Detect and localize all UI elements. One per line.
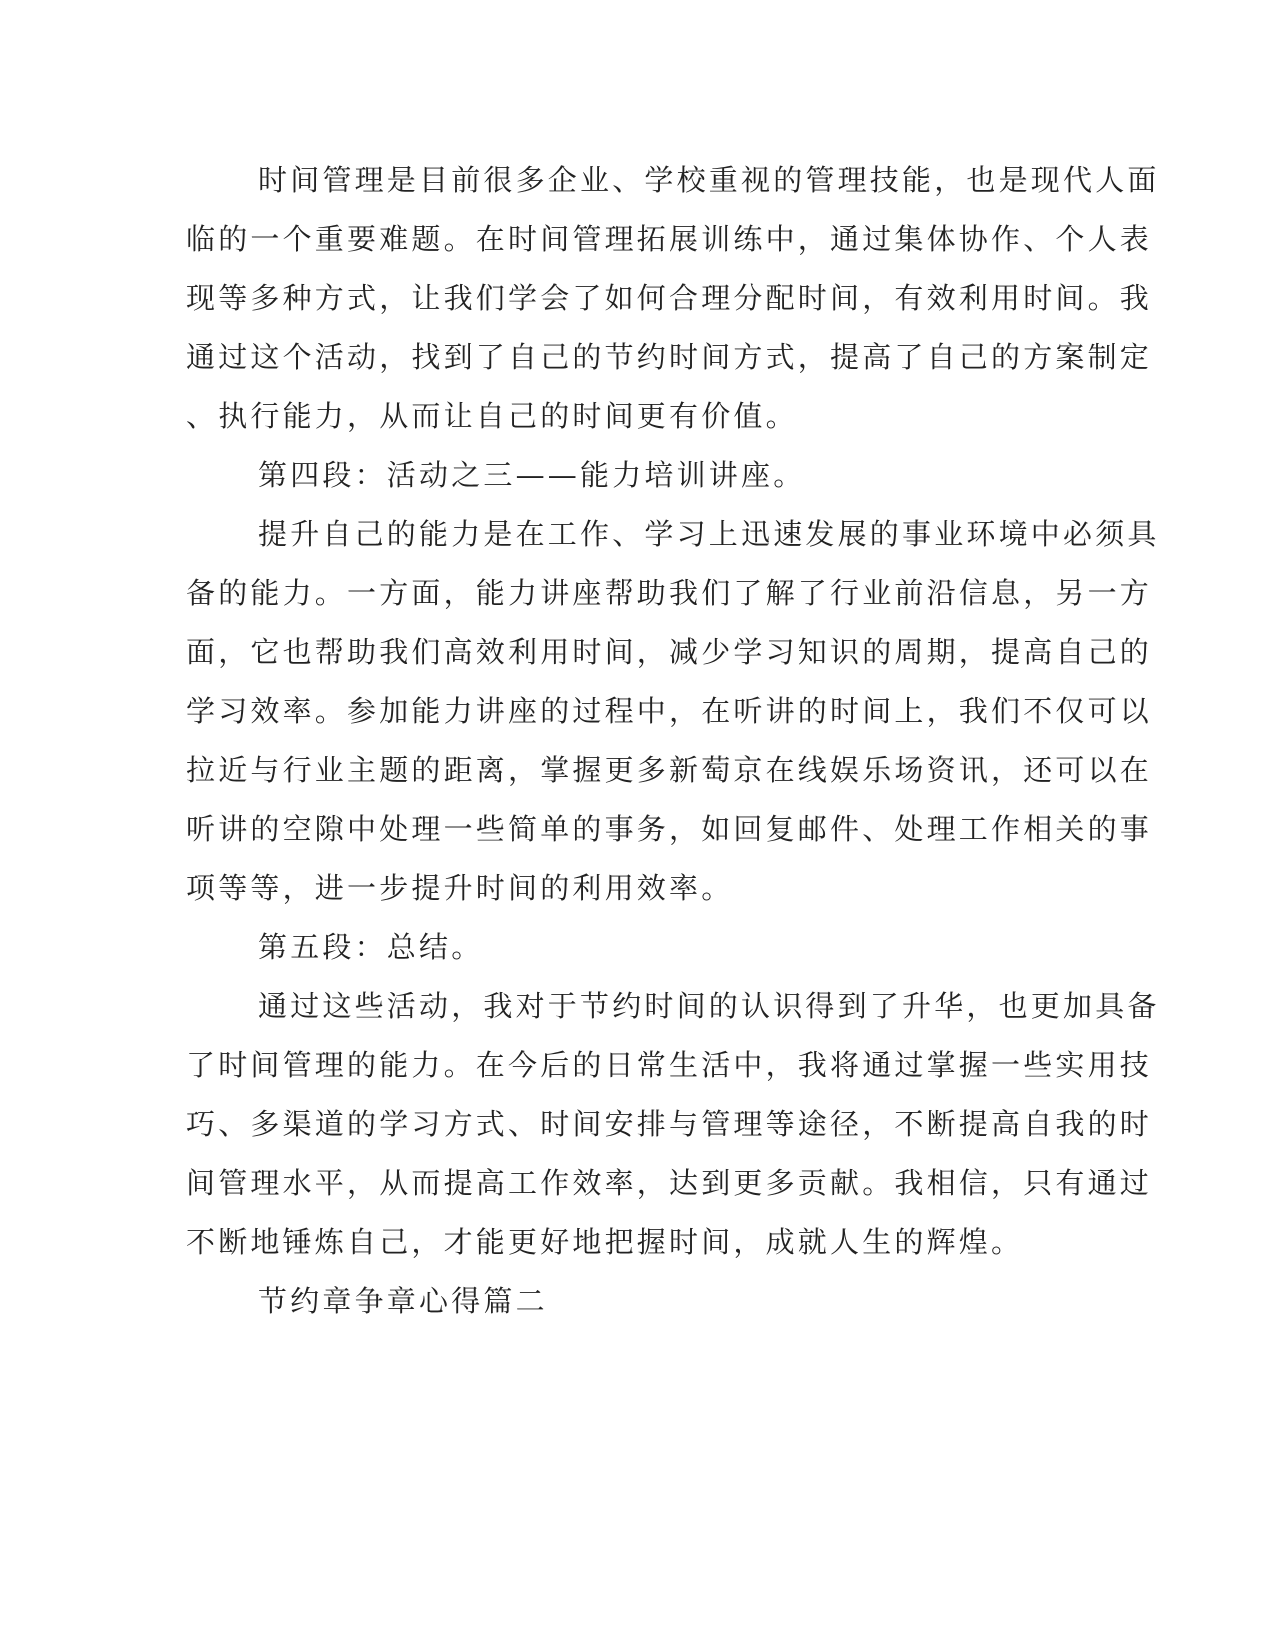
next-section-heading: 节约章争章心得篇二: [258, 1284, 548, 1318]
paragraph-line: 不断地锤炼自己，才能更好地把握时间，成就人生的辉煌。: [186, 1225, 1024, 1259]
paragraph-line: 临的一个重要难题。在时间管理拓展训练中，通过集体协作、个人表: [186, 222, 1153, 256]
paragraph-line: 时间管理是目前很多企业、学校重视的管理技能，也是现代人面: [258, 163, 1160, 197]
paragraph-line: 拉近与行业主题的距离，掌握更多新萄京在线娱乐场资讯，还可以在: [186, 753, 1153, 787]
paragraph-line: 通过这个活动，找到了自己的节约时间方式，提高了自己的方案制定: [186, 340, 1153, 374]
paragraph-line: 、执行能力，从而让自己的时间更有价值。: [186, 399, 798, 433]
paragraph-line: 巧、多渠道的学习方式、时间安排与管理等途径，不断提高自我的时: [186, 1107, 1153, 1141]
paragraph-line: 通过这些活动，我对于节约时间的认识得到了升华，也更加具备: [258, 989, 1160, 1023]
paragraph-line: 间管理水平，从而提高工作效率，达到更多贡献。我相信，只有通过: [186, 1166, 1153, 1200]
paragraph-line: 面，它也帮助我们高效利用时间，减少学习知识的周期，提高自己的: [186, 635, 1153, 669]
section-heading-5: 第五段：总结。: [258, 930, 484, 964]
paragraph-line: 现等多种方式，让我们学会了如何合理分配时间，有效利用时间。我: [186, 281, 1153, 315]
section-heading-4: 第四段：活动之三——能力培训讲座。: [258, 458, 806, 492]
paragraph-line: 学习效率。参加能力讲座的过程中，在听讲的时间上，我们不仅可以: [186, 694, 1153, 728]
paragraph-line: 了时间管理的能力。在今后的日常生活中，我将通过掌握一些实用技: [186, 1048, 1153, 1082]
paragraph-line: 听讲的空隙中处理一些简单的事务，如回复邮件、处理工作相关的事: [186, 812, 1153, 846]
paragraph-line: 提升自己的能力是在工作、学习上迅速发展的事业环境中必须具: [258, 517, 1160, 551]
paragraph-line: 项等等，进一步提升时间的利用效率。: [186, 871, 734, 905]
paragraph-line: 备的能力。一方面，能力讲座帮助我们了解了行业前沿信息，另一方: [186, 576, 1153, 610]
